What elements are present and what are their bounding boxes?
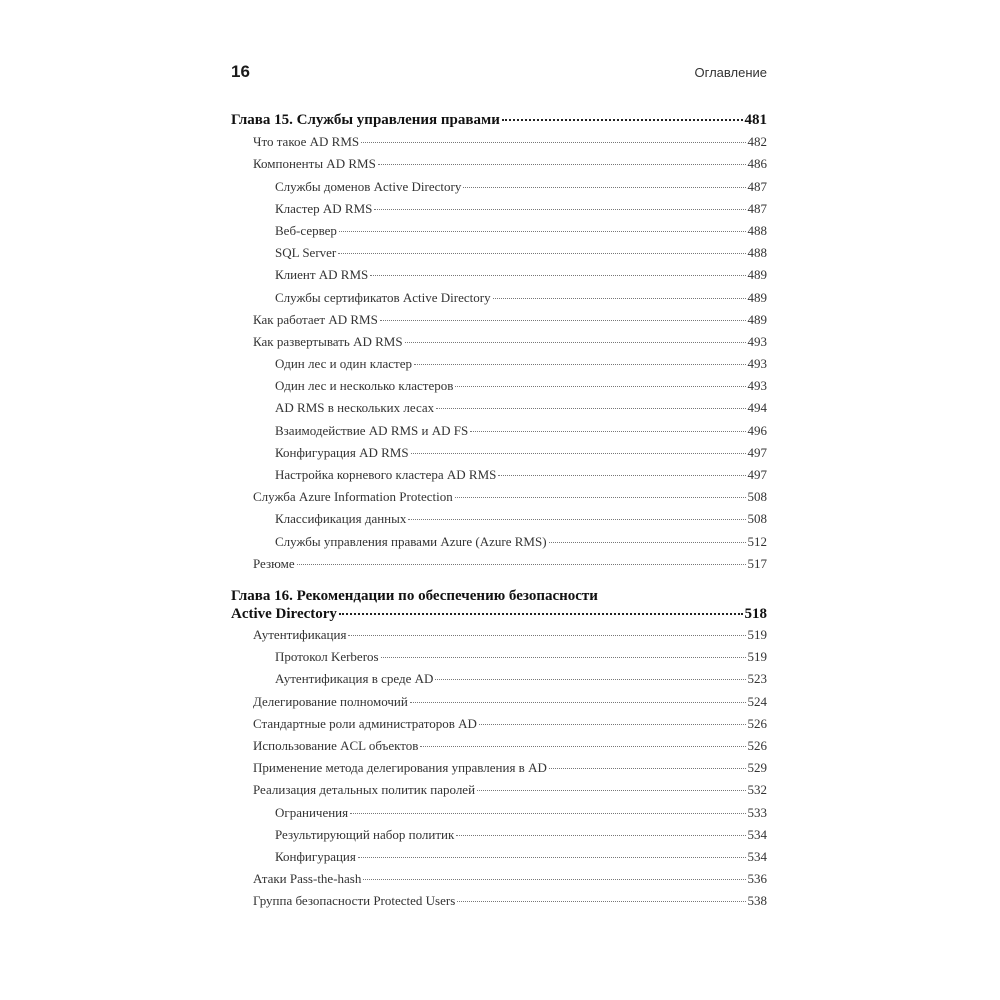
entry-title: AD RMS в нескольких лесах (275, 400, 435, 416)
dot-leader (435, 679, 745, 680)
toc-entry (231, 264, 767, 286)
entry-page: 536 (747, 871, 767, 887)
dot-leader (381, 657, 746, 658)
entry-title: Протокол Kerberos (275, 649, 379, 665)
entry-page: 488 (747, 245, 767, 261)
chapter-15-entries (231, 131, 767, 575)
dot-leader (457, 901, 745, 902)
dot-leader (358, 857, 746, 858)
chapter-16-entries (231, 624, 767, 912)
entry-title: SQL Server (275, 245, 337, 261)
toc-entry (231, 624, 767, 646)
entry-title: Клиент AD RMS (275, 267, 369, 283)
entry-title: Аутентификация (253, 627, 347, 642)
entry-page: 496 (747, 422, 767, 438)
dot-leader (374, 209, 745, 210)
entry-page: 497 (747, 467, 767, 482)
chapter-title-line1: Глава 16. Рекомендации по обеспечению безопасности (231, 588, 598, 604)
entry-page: 487 (747, 178, 767, 194)
entry-title: Кластер AD RMS (275, 200, 373, 216)
entry-title: Как развертывать AD RMS (253, 333, 403, 349)
running-title: Оглавление (694, 65, 767, 80)
entry-title: Служба Azure Information Protection (253, 489, 453, 505)
toc-entry (231, 508, 767, 530)
entry-title: Один лес и один кластер (275, 356, 413, 372)
dot-leader (405, 342, 746, 343)
dot-leader (410, 702, 746, 703)
toc-entry (231, 442, 767, 464)
entry-page: 534 (747, 848, 767, 864)
dot-leader (455, 497, 746, 498)
entry-title: Конфигурация AD RMS (275, 444, 409, 460)
entry-page: 508 (747, 511, 767, 527)
entry-title: Стандартные роли администраторов AD (253, 715, 477, 731)
toc-entry (231, 802, 767, 824)
toc-entry (231, 420, 767, 442)
dot-leader (549, 768, 746, 769)
toc-entry (231, 176, 767, 198)
toc-entry (231, 735, 767, 757)
dot-leader (414, 364, 745, 365)
entry-page: 486 (747, 156, 767, 172)
toc-entry (231, 824, 767, 846)
dot-leader (420, 746, 745, 747)
dot-leader (502, 119, 743, 121)
toc-entry (231, 464, 767, 486)
dot-leader (456, 835, 745, 836)
dot-leader (408, 519, 745, 520)
toc-entry (231, 779, 767, 801)
toc-entry (231, 713, 767, 735)
entry-title: Применение метода делегирования управления в AD (253, 760, 547, 776)
entry-page: 489 (747, 267, 767, 283)
entry-page: 534 (747, 826, 767, 842)
chapter-page: 481 (744, 112, 767, 128)
dot-leader (411, 453, 746, 454)
entry-title: Резюме (253, 555, 295, 571)
dot-leader (455, 386, 745, 387)
dot-leader (479, 724, 746, 725)
entry-page: 519 (747, 649, 767, 665)
toc-entry (231, 220, 767, 242)
toc-entry (231, 486, 767, 508)
toc-chapter-16 (231, 588, 767, 912)
page-number: 16 (231, 62, 250, 81)
entry-page: 489 (747, 289, 767, 305)
toc-entry (231, 890, 767, 912)
toc-entry (231, 331, 767, 353)
entry-title: Конфигурация (275, 848, 356, 864)
dot-leader (370, 275, 745, 276)
dot-leader (361, 142, 745, 143)
toc-entry (231, 131, 767, 153)
entry-page: 523 (747, 671, 767, 687)
toc-entry (231, 353, 767, 375)
entry-page: 526 (747, 715, 767, 731)
entry-page: 526 (747, 737, 767, 753)
entry-title: Один лес и несколько кластеров (275, 378, 454, 394)
dot-leader (493, 298, 746, 299)
toc-entry (231, 757, 767, 779)
toc-entry (231, 287, 767, 309)
toc-entry (231, 375, 767, 397)
toc-entry (231, 668, 767, 690)
entry-title: Настройка корневого кластера AD RMS (275, 467, 497, 482)
dot-leader (348, 635, 745, 636)
entry-title: Атаки Pass-the-hash (253, 871, 362, 887)
entry-page: 519 (747, 627, 767, 642)
entry-title: Группа безопасности Protected Users (253, 893, 456, 909)
dot-leader (463, 187, 745, 188)
entry-page: 497 (747, 444, 767, 460)
entry-page: 493 (747, 356, 767, 372)
chapter-heading (231, 109, 767, 131)
dot-leader (470, 431, 745, 432)
entry-title: Результирующий набор политик (275, 826, 455, 842)
entry-title: Как работает AD RMS (253, 311, 378, 327)
toc-entry (231, 198, 767, 220)
dot-leader (549, 542, 746, 543)
entry-title: Классификация данных (275, 511, 407, 527)
entry-page: 512 (747, 533, 767, 549)
entry-title: Службы сертификатов Active Directory (275, 289, 491, 305)
chapter-title: Глава 15. Службы управления правами (231, 112, 500, 128)
toc-entry (231, 846, 767, 868)
toc-entry (231, 153, 767, 175)
entry-page: 493 (747, 378, 767, 394)
dot-leader (498, 475, 745, 476)
entry-title: Службы доменов Active Directory (275, 178, 462, 194)
entry-title: Реализация детальных политик паролей (253, 782, 476, 798)
toc-chapter-15 (231, 109, 767, 575)
toc-entry (231, 691, 767, 713)
dot-leader (339, 231, 746, 232)
dot-leader (297, 564, 746, 565)
toc-entry (231, 242, 767, 264)
entry-title: Аутентификация в среде AD (275, 671, 434, 687)
dot-leader (338, 253, 745, 254)
dot-leader (477, 790, 745, 791)
entry-title: Использование ACL объектов (253, 737, 419, 753)
entry-page: 538 (747, 893, 767, 909)
entry-page: 529 (747, 760, 767, 776)
chapter-page: 518 (744, 606, 767, 622)
toc-entry (231, 868, 767, 890)
toc-entry (231, 646, 767, 668)
toc-entry (231, 553, 767, 575)
chapter-title-line2: Active Directory (231, 606, 337, 622)
chapter-heading (231, 605, 767, 624)
entry-page: 508 (747, 489, 767, 505)
entry-title: Ограничения (275, 804, 349, 820)
entry-page: 533 (747, 804, 767, 820)
entry-title: Службы управления правами Azure (Azure RMS) (275, 533, 547, 549)
dot-leader (339, 613, 743, 615)
dot-leader (380, 320, 746, 321)
entry-title: Что такое AD RMS (253, 134, 360, 150)
entry-page: 489 (747, 311, 767, 327)
toc-entry (231, 397, 767, 419)
entry-title: Делегирование полномочий (253, 693, 408, 709)
dot-leader (350, 813, 745, 814)
entry-page: 482 (747, 134, 767, 150)
entry-page: 524 (747, 693, 767, 709)
entry-page: 493 (747, 333, 767, 349)
entry-title: Веб-сервер (275, 222, 337, 238)
entry-page: 487 (747, 200, 767, 216)
toc-entry (231, 309, 767, 331)
entry-page: 532 (747, 782, 767, 798)
toc-entry (231, 531, 767, 553)
dot-leader (436, 408, 745, 409)
entry-page: 517 (747, 555, 767, 571)
dot-leader (378, 164, 746, 165)
dot-leader (363, 879, 745, 880)
entry-title: Взаимодействие AD RMS и AD FS (275, 422, 469, 438)
entry-page: 488 (747, 222, 767, 238)
entry-page: 494 (747, 400, 767, 416)
entry-title: Компоненты AD RMS (253, 156, 376, 172)
